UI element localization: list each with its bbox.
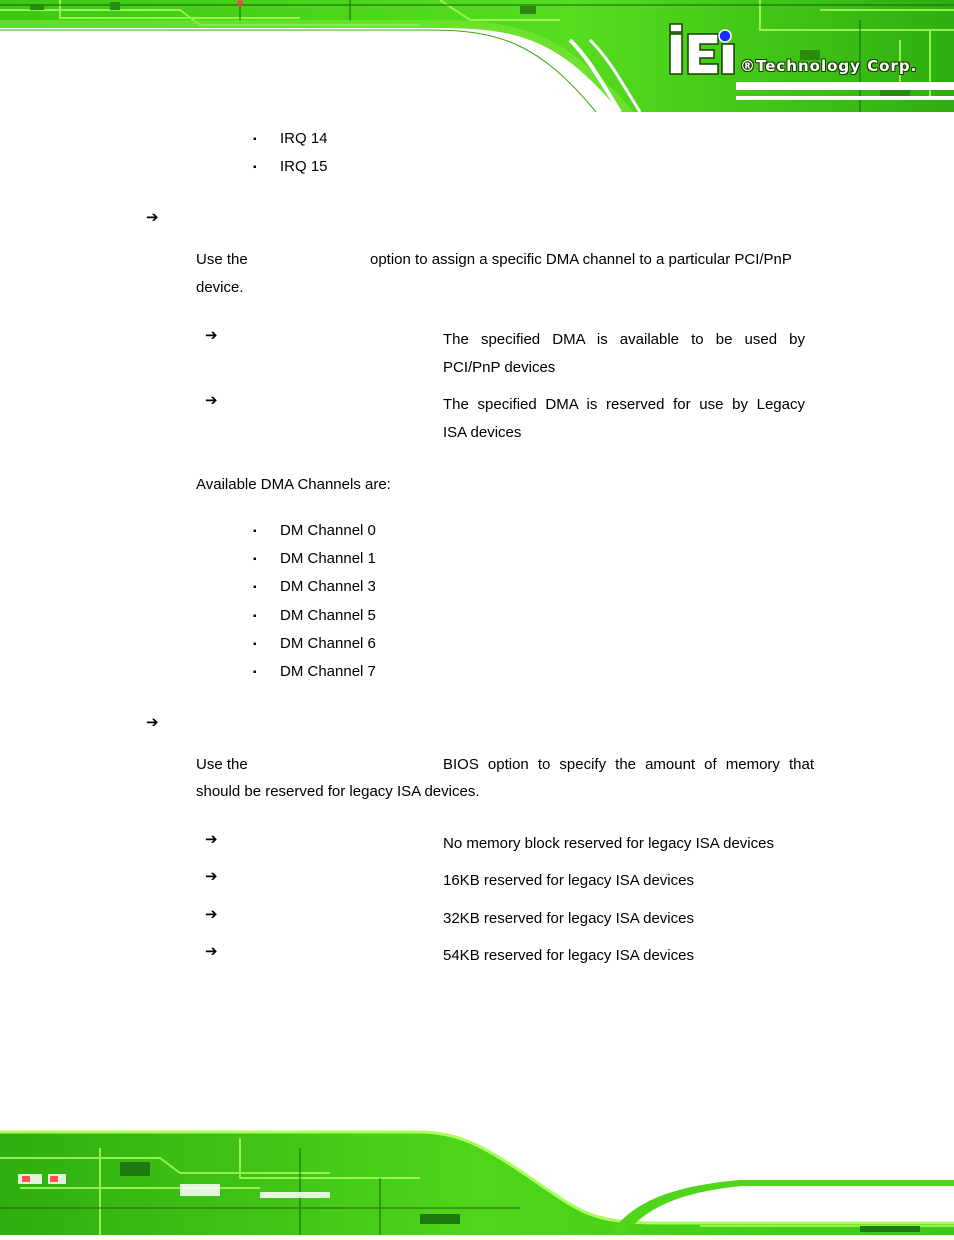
company-logo-text: ®Technology Corp. xyxy=(740,57,918,75)
arrow-icon: ➔ xyxy=(205,326,218,344)
arrow-icon: ➔ xyxy=(205,830,218,848)
bullet-icon: ▪ xyxy=(253,162,257,173)
list-item: DM Channel 0 xyxy=(280,522,376,539)
bullet-icon: ▪ xyxy=(253,526,257,537)
memory-option-desc: 54KB reserved for legacy ISA devices xyxy=(443,947,694,964)
list-item: DM Channel 6 xyxy=(280,635,376,652)
memory-intro-left: Use the xyxy=(196,756,248,773)
list-item: IRQ 14 xyxy=(280,130,328,147)
list-item: DM Channel 1 xyxy=(280,550,376,567)
bullet-icon: ▪ xyxy=(253,611,257,622)
footer-banner xyxy=(0,1118,954,1235)
memory-option-desc: 32KB reserved for legacy ISA devices xyxy=(443,910,694,927)
memory-intro-right: BIOS option to specify the amount of memory that xyxy=(443,756,814,773)
list-item: DM Channel 7 xyxy=(280,663,376,680)
list-item: IRQ 15 xyxy=(280,158,328,175)
list-item: DM Channel 3 xyxy=(280,578,376,595)
bullet-icon: ▪ xyxy=(253,639,257,650)
arrow-icon: ➔ xyxy=(146,713,159,731)
dma-option-desc: The specified DMA is reserved for use by Legacy xyxy=(443,396,805,413)
pcb-footer-graphic xyxy=(0,1118,954,1235)
arrow-icon: ➔ xyxy=(205,942,218,960)
bullet-icon: ▪ xyxy=(253,554,257,565)
arrow-icon: ➔ xyxy=(146,208,159,226)
pcb-header-graphic xyxy=(0,0,954,112)
dma-intro-line2: device. xyxy=(196,279,244,296)
bullet-icon: ▪ xyxy=(253,134,257,145)
arrow-icon: ➔ xyxy=(205,391,218,409)
bullet-icon: ▪ xyxy=(253,582,257,593)
arrow-icon: ➔ xyxy=(205,867,218,885)
memory-option-desc: 16KB reserved for legacy ISA devices xyxy=(443,872,694,889)
dma-option-desc-cont: ISA devices xyxy=(443,424,522,441)
header-banner xyxy=(0,0,954,112)
memory-intro-line2: should be reserved for legacy ISA devices. xyxy=(196,783,480,800)
dma-intro-right: option to assign a specific DMA channel to a particular PCI/PnP xyxy=(370,251,792,268)
list-item: DM Channel 5 xyxy=(280,607,376,624)
arrow-icon: ➔ xyxy=(205,905,218,923)
bullet-icon: ▪ xyxy=(253,667,257,678)
memory-option-desc: No memory block reserved for legacy ISA devices xyxy=(443,835,774,852)
dma-intro-left: Use the xyxy=(196,251,248,268)
dma-channels-label: Available DMA Channels are: xyxy=(196,476,391,493)
dma-option-desc-cont: PCI/PnP devices xyxy=(443,359,556,376)
dma-option-desc: The specified DMA is available to be used by xyxy=(443,331,805,348)
